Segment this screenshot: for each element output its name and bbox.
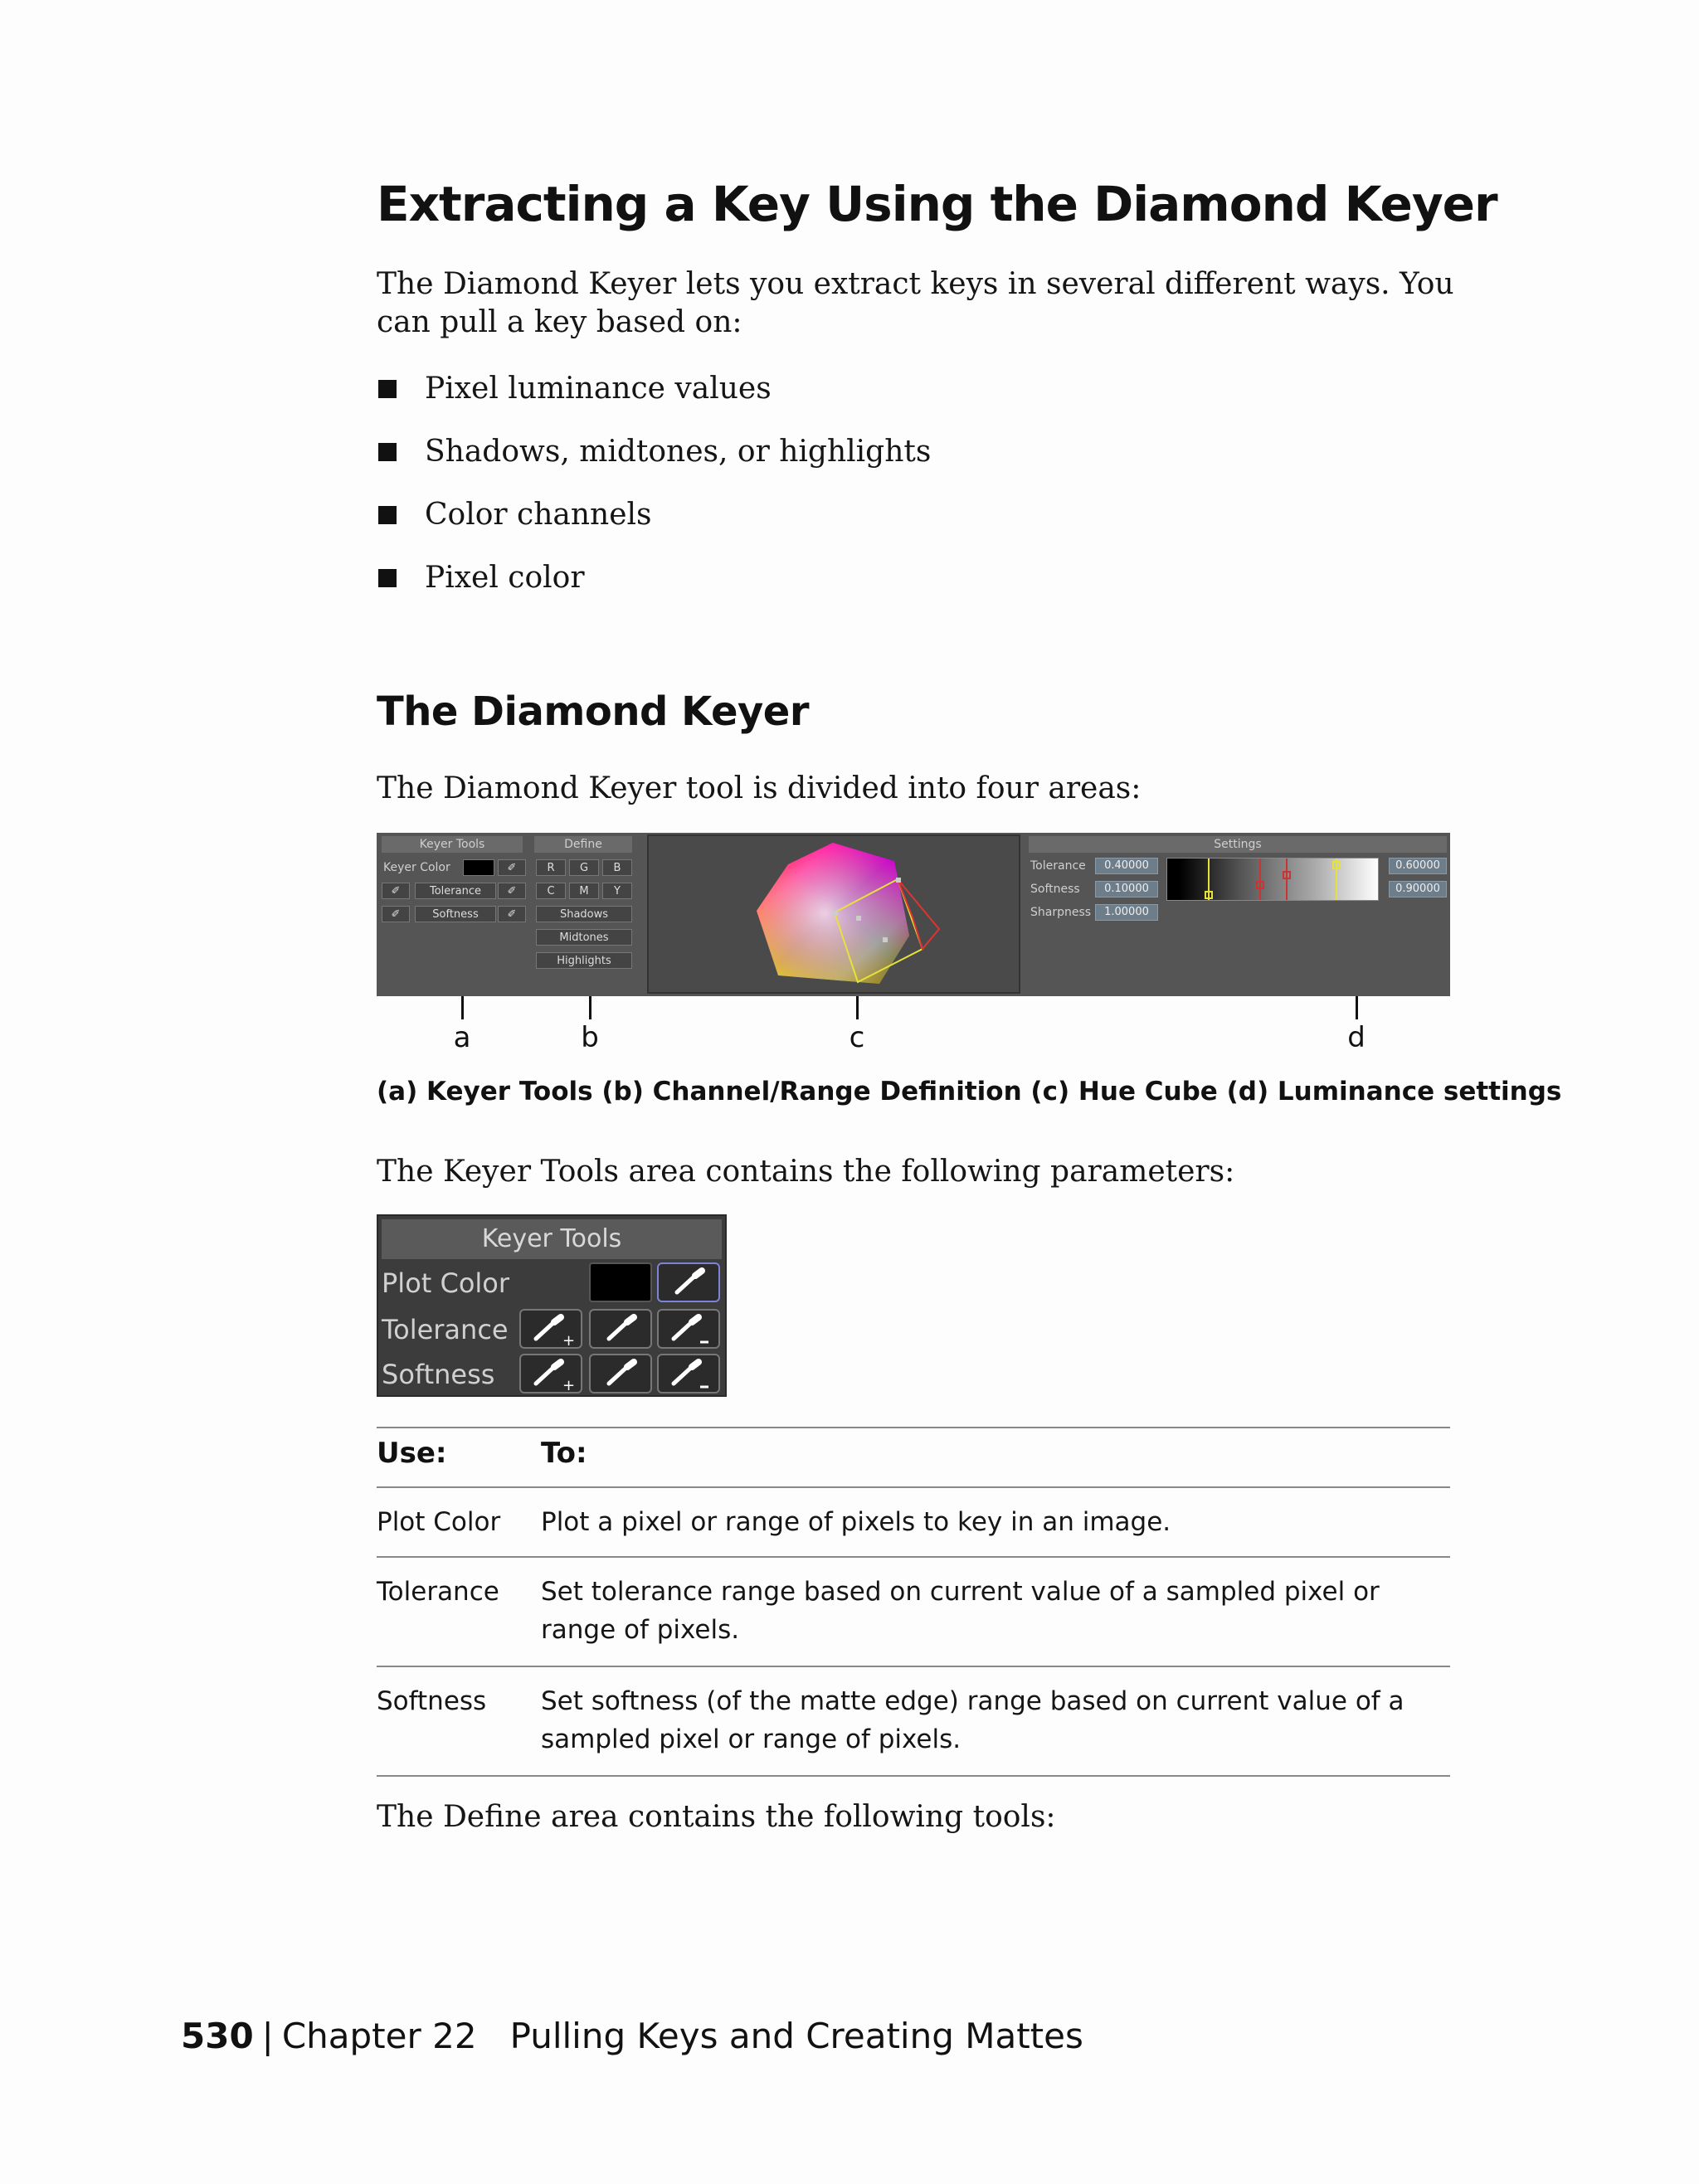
table-row-use: Softness bbox=[377, 1686, 487, 1716]
channel-g-button[interactable]: G bbox=[569, 859, 599, 876]
settings-softness-label: Softness bbox=[1030, 883, 1080, 896]
shadows-button[interactable]: Shadows bbox=[536, 906, 632, 922]
svg-text:+: + bbox=[562, 1332, 576, 1347]
table-rule bbox=[377, 1427, 1450, 1428]
softness-label: Softness bbox=[382, 1359, 495, 1390]
diamond-keyer-figure bbox=[377, 833, 1450, 996]
table-rule bbox=[377, 1666, 1450, 1667]
callout-c: c bbox=[849, 1021, 865, 1054]
softness-eyedropper-icon[interactable] bbox=[589, 1354, 652, 1394]
eyedropper-plus-icon[interactable]: ✐ bbox=[382, 906, 410, 922]
channel-m-button[interactable]: M bbox=[569, 883, 599, 899]
bullet-item: Pixel luminance values bbox=[377, 370, 931, 433]
softness-subtract-eyedropper-icon[interactable] bbox=[657, 1354, 720, 1394]
luminance-markers bbox=[1167, 859, 1378, 900]
bullet-item: Pixel color bbox=[377, 559, 931, 622]
section-heading: The Diamond Keyer bbox=[377, 688, 810, 735]
define-intro: The Define area contains the following tools: bbox=[377, 1800, 1056, 1834]
table-rule bbox=[377, 1486, 1450, 1488]
footer-chapter: Chapter 22 bbox=[281, 2016, 477, 2056]
footer-separator: | bbox=[261, 2016, 274, 2056]
hue-cube-viewer[interactable] bbox=[647, 834, 1020, 994]
hue-cube-graphic bbox=[649, 836, 1019, 992]
softness-button[interactable]: Softness bbox=[415, 906, 496, 922]
channel-b-button[interactable]: B bbox=[602, 859, 632, 876]
table-header-use: Use: bbox=[377, 1437, 447, 1470]
figure-caption: (a) Keyer Tools (b) Channel/Range Definition (c) Hue Cube (d) Luminance settings bbox=[377, 1077, 1562, 1107]
intro-paragraph: The Diamond Keyer lets you extract keys in several different ways. You can pull a key based on: bbox=[377, 267, 1454, 339]
luminance-gradient-slider[interactable] bbox=[1166, 858, 1379, 901]
tolerance-add-eyedropper-icon[interactable] bbox=[519, 1309, 582, 1349]
eyedropper-icon[interactable]: ✐ bbox=[498, 883, 526, 899]
eyedropper-plus-icon[interactable]: ✐ bbox=[382, 883, 410, 899]
keyer-color-swatch[interactable] bbox=[463, 859, 494, 876]
eyedropper-icon[interactable]: ✐ bbox=[498, 906, 526, 922]
bullet-list bbox=[377, 370, 931, 622]
footer-chapter-title: Pulling Keys and Creating Mattes bbox=[509, 2016, 1083, 2056]
channel-y-button[interactable]: Y bbox=[602, 883, 632, 899]
callout-d: d bbox=[1347, 1021, 1366, 1054]
plot-color-eyedropper-icon[interactable] bbox=[657, 1262, 720, 1302]
settings-sharpness-field[interactable]: 1.00000 bbox=[1095, 904, 1158, 921]
table-header-to: To: bbox=[541, 1437, 587, 1470]
settings-tolerance-field[interactable]: 0.40000 bbox=[1095, 858, 1158, 874]
tolerance-subtract-eyedropper-icon[interactable] bbox=[657, 1309, 720, 1349]
table-row-to: Set softness (of the matte edge) range based on current value of a sampled pixel or range of pixels. bbox=[541, 1686, 1404, 1754]
section-intro: The Diamond Keyer tool is divided into four areas: bbox=[377, 771, 1142, 805]
tolerance-label: Tolerance bbox=[382, 1314, 509, 1345]
svg-text:+: + bbox=[562, 1377, 576, 1392]
callout-a: a bbox=[453, 1021, 471, 1054]
settings-softness-field[interactable]: 0.10000 bbox=[1095, 881, 1158, 897]
keyer-tools-title: Keyer Tools bbox=[382, 836, 523, 853]
settings-tolerance-label: Tolerance bbox=[1030, 859, 1086, 873]
plot-color-label: Plot Color bbox=[382, 1267, 510, 1299]
bullet-square-icon bbox=[378, 506, 397, 524]
plot-color-swatch[interactable] bbox=[589, 1262, 652, 1302]
settings-title: Settings bbox=[1029, 836, 1447, 853]
keyer-tools-panel bbox=[377, 1214, 727, 1397]
table-row-use: Plot Color bbox=[377, 1507, 501, 1537]
table-row-to: Set tolerance range based on current value of a sampled pixel or range of pixels. bbox=[541, 1577, 1380, 1645]
callout-tick bbox=[589, 996, 591, 1019]
page-heading: Extracting a Key Using the Diamond Keyer bbox=[377, 176, 1497, 232]
callout-tick bbox=[461, 996, 464, 1019]
channel-r-button[interactable]: R bbox=[536, 859, 566, 876]
tolerance-button[interactable]: Tolerance bbox=[415, 883, 496, 899]
bullet-item: Shadows, midtones, or highlights bbox=[377, 433, 931, 496]
keyer-tools-panel-title: Keyer Tools bbox=[382, 1219, 722, 1259]
channel-c-button[interactable]: C bbox=[536, 883, 566, 899]
highlights-button[interactable]: Highlights bbox=[536, 952, 632, 969]
eyedropper-icon[interactable]: ✐ bbox=[498, 859, 526, 876]
callout-tick bbox=[1356, 996, 1358, 1019]
bullet-square-icon bbox=[378, 443, 397, 461]
keyer-tools-intro: The Keyer Tools area contains the following parameters: bbox=[377, 1155, 1235, 1189]
figure-callouts bbox=[377, 996, 1450, 1063]
table-rule bbox=[377, 1775, 1450, 1777]
table-rule bbox=[377, 1556, 1450, 1558]
table-row-to: Plot a pixel or range of pixels to key in an image. bbox=[541, 1507, 1171, 1537]
bullet-item: Color channels bbox=[377, 496, 931, 559]
softness-add-eyedropper-icon[interactable] bbox=[519, 1354, 582, 1394]
settings-sharpness-label: Sharpness bbox=[1030, 906, 1092, 919]
define-title: Define bbox=[534, 836, 632, 853]
page-footer bbox=[181, 2016, 1083, 2056]
luminance-high-field[interactable]: 0.60000 bbox=[1389, 858, 1447, 874]
callout-tick bbox=[856, 996, 859, 1019]
tolerance-eyedropper-icon[interactable] bbox=[589, 1309, 652, 1349]
bullet-square-icon bbox=[378, 569, 397, 587]
keyer-color-label: Keyer Color bbox=[383, 861, 450, 874]
bullet-square-icon bbox=[378, 380, 397, 398]
table-row-use: Tolerance bbox=[377, 1577, 499, 1607]
callout-b: b bbox=[581, 1021, 599, 1054]
page-number: 530 bbox=[181, 2016, 254, 2056]
luminance-low-field[interactable]: 0.90000 bbox=[1389, 881, 1447, 897]
midtones-button[interactable]: Midtones bbox=[536, 929, 632, 946]
